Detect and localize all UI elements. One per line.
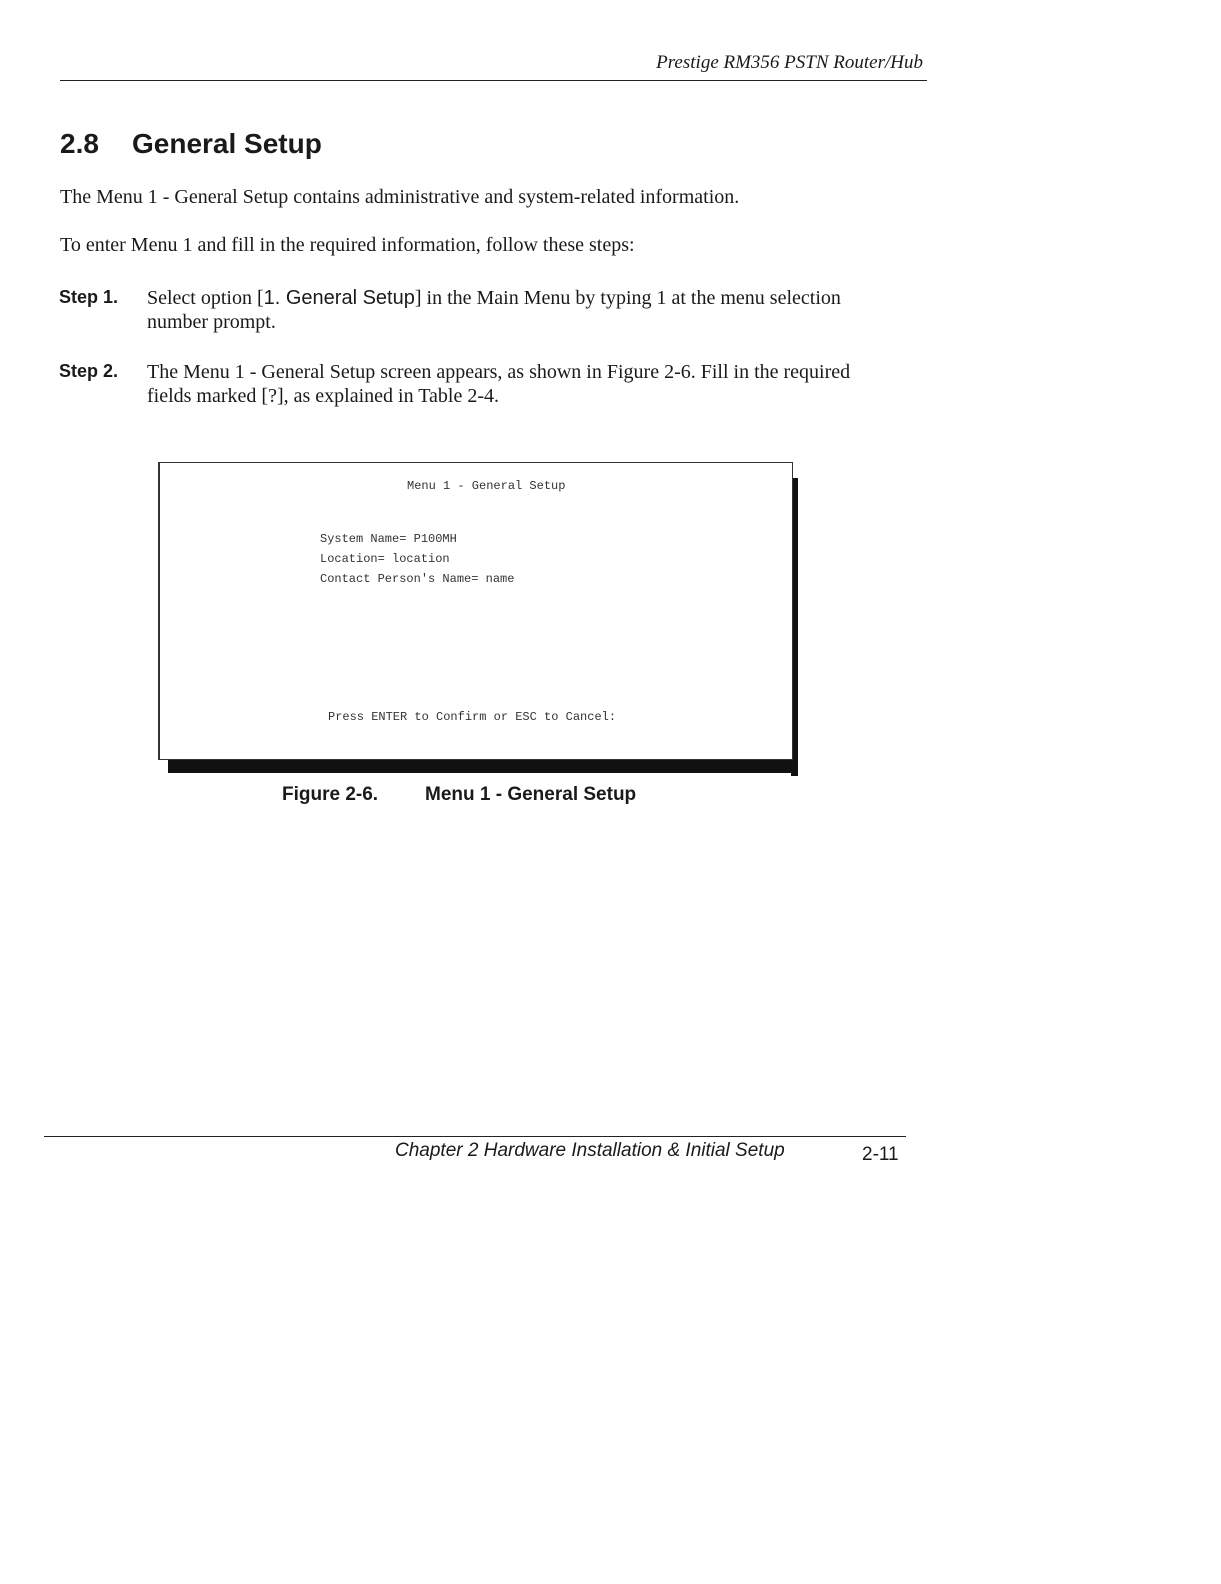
screen-shadow-bottom [168, 760, 798, 773]
instructions-paragraph: To enter Menu 1 and fill in the required information, follow these steps: [60, 234, 635, 256]
figure-caption [282, 784, 636, 806]
step-2-label: Step 2. [59, 361, 119, 381]
footer-chapter: Chapter 2 Hardware Installation & Initial Setup [395, 1140, 785, 1161]
figure-title: Menu 1 - General Setup [425, 784, 637, 805]
section-title: General Setup [132, 128, 322, 159]
figure-number: Figure 2-6. [282, 784, 379, 805]
step-1-option: 1. General Setup [263, 287, 415, 309]
header-rule [60, 80, 927, 81]
location-field: Location= location [320, 552, 450, 566]
section-heading [60, 128, 322, 160]
intro-paragraph: The Menu 1 - General Setup contains administrative and system-related information. [60, 186, 740, 208]
terminal-screen [158, 462, 793, 760]
screen-title: Menu 1 - General Setup [407, 479, 566, 493]
contact-person-field: Contact Person's Name= name [320, 572, 515, 586]
step-1-text-after: ] in the Main Menu by typing 1 at the menu selection number prompt. [147, 287, 841, 333]
system-name-field: System Name= P100MH [320, 532, 457, 546]
page-number: 2-11 [862, 1144, 899, 1165]
step-1-label: Step 1. [59, 287, 119, 307]
section-number: 2.8 [60, 128, 99, 159]
screen-prompt: Press ENTER to Confirm or ESC to Cancel: [328, 710, 617, 724]
step-1-text-before: Select option [ [147, 287, 264, 309]
step-2-text: The Menu 1 - General Setup screen appears, as shown in Figure 2-6. Fill in the required fields marked [?], as explained in Table 2-4. [147, 361, 851, 407]
footer-rule [44, 1136, 906, 1137]
running-header: Prestige RM356 PSTN Router/Hub [656, 52, 923, 73]
step-1-text [147, 286, 867, 334]
